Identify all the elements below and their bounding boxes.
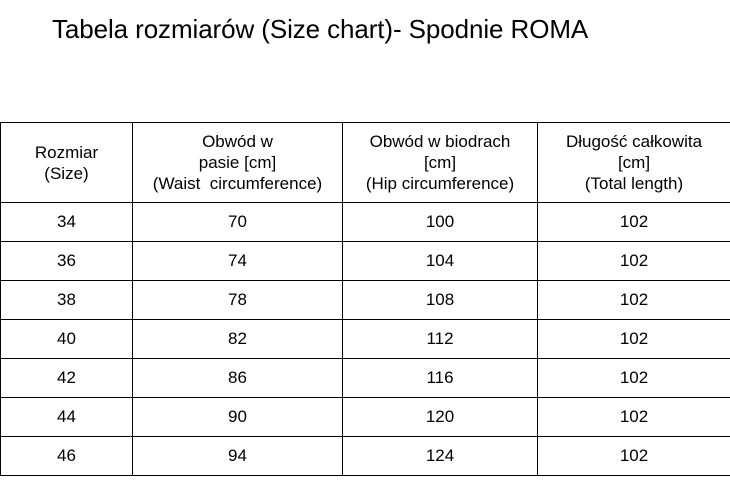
cell-length: 102: [538, 242, 730, 281]
cell-waist: 70: [133, 203, 343, 242]
header-size-line-1: Rozmiar: [34, 142, 99, 162]
cell-length: 102: [538, 203, 730, 242]
cell-hip: 112: [343, 320, 538, 359]
header-size: [1, 123, 133, 203]
cell-size: 36: [1, 242, 133, 281]
cell-hip: 120: [343, 398, 538, 437]
cell-hip: 108: [343, 281, 538, 320]
header-waist-line-2: pasie [cm]: [198, 153, 277, 172]
table-row: [1, 359, 730, 398]
table-row: [1, 320, 730, 359]
cell-size: 42: [1, 359, 133, 398]
header-waist-line-3: (Waist circumference): [152, 174, 323, 193]
cell-hip: 124: [343, 437, 538, 476]
header-size-line-2: (Size): [44, 163, 89, 183]
cell-length: 102: [538, 359, 730, 398]
table-row: [1, 203, 730, 242]
header-length-line-2: [cm]: [617, 153, 651, 172]
table-header-row: [1, 123, 730, 203]
cell-waist: 82: [133, 320, 343, 359]
size-chart-table: [0, 122, 730, 476]
table-row: [1, 398, 730, 437]
cell-hip: 100: [343, 203, 538, 242]
cell-hip: 116: [343, 359, 538, 398]
cell-size: 34: [1, 203, 133, 242]
header-waist: [133, 123, 343, 203]
cell-length: 102: [538, 437, 730, 476]
cell-size: 38: [1, 281, 133, 320]
cell-waist: 74: [133, 242, 343, 281]
cell-hip: 104: [343, 242, 538, 281]
cell-waist: 94: [133, 437, 343, 476]
page-title: Tabela rozmiarów (Size chart)- Spodnie ROMA: [52, 14, 589, 44]
header-length-line-1: Długość całkowita: [565, 132, 703, 151]
header-waist-line-1: Obwód w: [202, 132, 273, 151]
cell-size: 44: [1, 398, 133, 437]
cell-waist: 90: [133, 398, 343, 437]
header-hip-line-2: [cm]: [423, 153, 457, 172]
cell-length: 102: [538, 320, 730, 359]
cell-length: 102: [538, 398, 730, 437]
table-row: [1, 242, 730, 281]
header-hip-line-1: Obwód w biodrach: [369, 132, 511, 151]
cell-size: 46: [1, 437, 133, 476]
cell-length: 102: [538, 281, 730, 320]
table-row: [1, 281, 730, 320]
cell-size: 40: [1, 320, 133, 359]
header-length-line-3: (Total length): [584, 174, 684, 193]
cell-waist: 86: [133, 359, 343, 398]
table-row: [1, 437, 730, 476]
cell-waist: 78: [133, 281, 343, 320]
header-length: [538, 123, 730, 203]
header-hip: [343, 123, 538, 203]
header-hip-line-3: (Hip circumference): [365, 174, 515, 193]
